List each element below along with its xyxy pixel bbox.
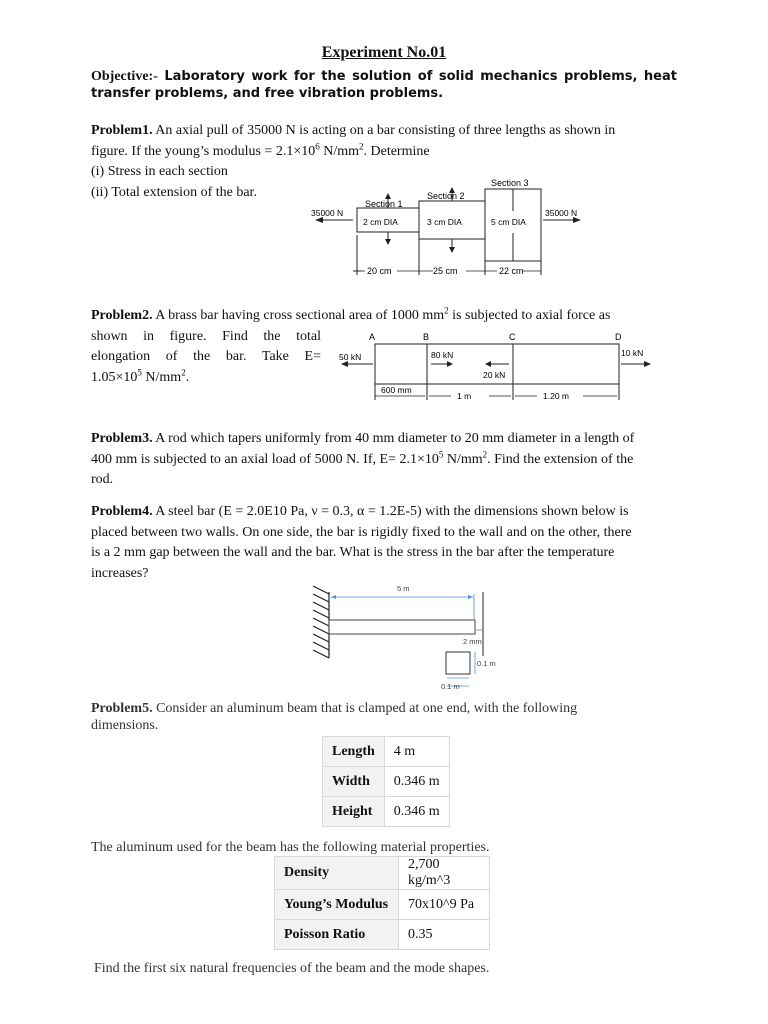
problem1-line1: An axial pull of 35000 N is acting on a bar consisting of three lengths as shown in [152,123,616,138]
problem1-line2-end: . Determine [363,143,430,159]
exponent: 2 [181,366,186,377]
bar-segment-ab [375,344,427,384]
dim-value: 0.346 m [384,797,449,827]
problem4-text [91,502,677,584]
dim-key: Width [323,767,385,797]
table-row [323,797,450,827]
table-row [275,890,490,920]
table-row [275,920,490,950]
section2-label: Section 2 [427,191,465,201]
problem2-label: Problem2. [91,308,153,323]
prop-key: Young’s Modulus [275,890,399,920]
problem4-line4: increases? [91,565,149,581]
prop-value: 70x10^9 Pa [399,890,490,920]
dim-value: 0.346 m [384,767,449,797]
len2-label: 25 cm [433,266,458,276]
len3-label: 22 cm [499,266,524,276]
force-10kn: 10 kN [621,348,644,358]
problem4-line2: placed between two walls. On one side, the bar is rigidly fixed to the wall and on the other, there [91,524,632,540]
section1-label: Section 1 [365,199,403,209]
exponent: 2 [482,448,488,459]
objective-label: Objective:- [91,69,158,84]
problem4-label: Problem4. [91,504,153,519]
problem2-line3: elongation of the bar. Take E= [91,349,321,364]
force-50kn: 50 kN [339,352,362,362]
exponent: 2 [444,305,449,316]
dia3-label: 5 cm DIA [491,217,526,227]
steel-bar [329,620,475,634]
exponent: 5 [438,448,444,459]
dim-value: 4 m [384,737,449,767]
force-80kn: 80 kN [431,350,454,360]
gap-label: 2 mm [463,637,482,646]
problem5-line2: dimensions. [91,718,159,733]
page-title: Experiment No.01 [321,44,447,61]
objective-text: Laboratory work for the solution of solid mechanics problems, heat transfer problems, and free vibration problems. [91,69,677,101]
point-c: C [509,332,516,342]
len1-label: 20 cm [367,266,392,276]
beam-dimensions-table [322,736,450,827]
problem3-label: Problem3. [91,431,153,446]
section3-label: Section 3 [491,178,529,188]
unit-text: N/mm [443,451,483,467]
force-right-label: 35000 N [545,208,578,218]
point-a: A [369,332,376,342]
problem2-line4: 1.05×10 [91,369,138,385]
problem3-text [91,429,677,491]
unit-text: N/mm [141,369,182,385]
exponent: 5 [137,366,142,377]
problem4-line3: is a 2 mm gap between the wall and the bar. What is the stress in the bar after the temperature [91,545,615,560]
period: . [185,369,190,385]
prop-value: 2,700 kg/m^3 [399,857,490,890]
point-b: B [423,332,430,342]
table-row [323,737,450,767]
length-1m: 1 m [457,391,472,401]
side-label: 0.1 m [477,659,496,668]
force-20kn: 20 kN [483,370,506,380]
material-text: The aluminum used for the beam has the following material properties. [91,840,490,855]
final-instruction: Find the first six natural frequencies of the beam and the mode shapes. [94,961,490,976]
problem5-line1: Consider an aluminum beam that is clamped at one end, with the following [152,701,578,716]
bottom-label: 0.1 m [441,682,460,691]
problem5-text [91,700,677,734]
problem4-line1: A steel bar (E = 2.0E10 Pa, ν = 0.3, α = 1.2E-5) with the dimensions shown below is [152,504,629,519]
cross-section-square [446,652,470,674]
problem2-line2: shown in figure. Find the total [91,328,321,344]
prop-value: 0.35 [399,920,490,950]
exponent: 6 [315,140,320,151]
unit-text: N/mm [319,143,359,159]
problem3-line3: rod. [91,472,114,487]
point-d: D [615,332,622,342]
prop-key: Poisson Ratio [275,920,399,950]
prop-key: Density [275,857,399,890]
material-properties-table [274,856,490,950]
table-row [323,767,450,797]
problem1-label: Problem1. [91,123,153,138]
force-left-label: 35000 N [311,208,344,218]
length-1-20m: 1.20 m [543,391,569,401]
dia2-label: 3 cm DIA [427,217,462,227]
table-row [275,857,490,890]
problem2-figure [339,330,659,408]
dim-key: Length [323,737,385,767]
exponent: 2 [359,140,364,151]
problem3-line2-end: . Find the extension of the [487,451,634,467]
bar-segment-cd [513,344,619,384]
problem1-line2: figure. If the young’s modulus = 2.1×10 [91,143,316,159]
problem3-line2: 400 mm is subjected to an axial load of 5000 N. If, E= 2.1×10 [91,451,439,467]
problem1-item2: (ii) Total extension of the bar. [91,184,257,200]
problem4-figure [309,582,499,694]
problem1-item1: (i) Stress in each section [91,164,228,179]
problem3-line1: A rod which tapers uniformly from 40 mm diameter to 20 mm diameter in a length of [152,431,635,446]
dim-key: Height [323,797,385,827]
problem2-line1-end: is subjected to axial force as [448,308,611,323]
problem1-figure [311,175,591,285]
dia1-label: 2 cm DIA [363,217,398,227]
problem2-line1: A brass bar having cross sectional area of 1000 mm [152,308,445,323]
problem5-label: Problem5. [91,701,153,716]
length-label: 5 m [397,584,410,593]
objective [91,68,677,102]
length-600mm: 600 mm [381,385,412,395]
